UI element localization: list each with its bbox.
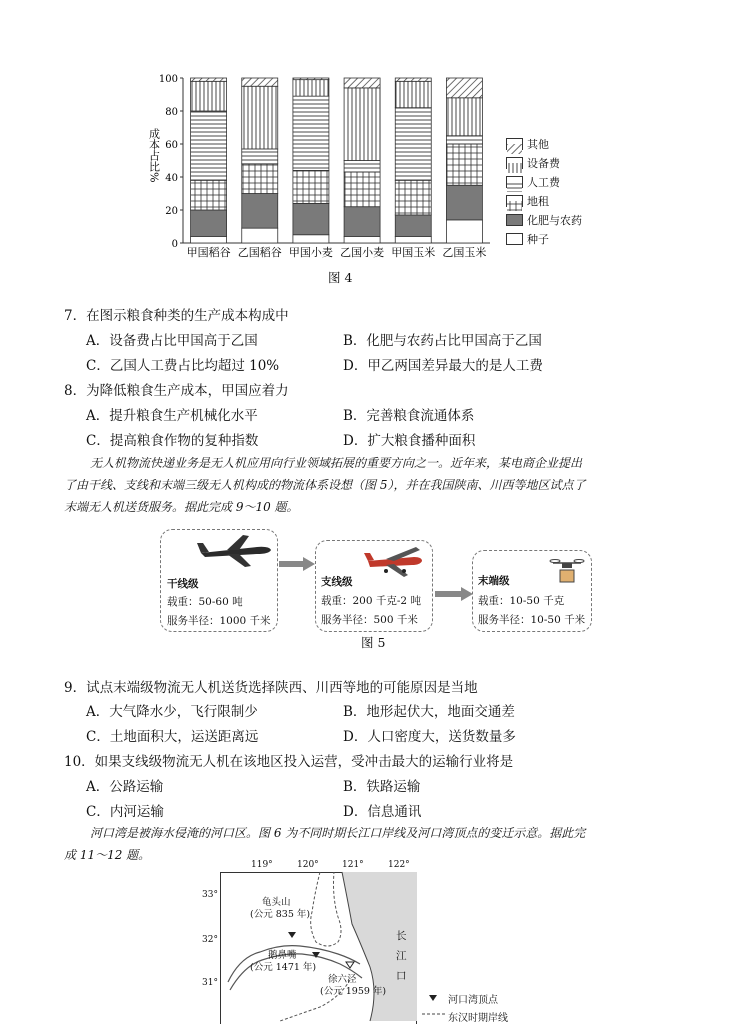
bar-segment-fertilizer (446, 185, 482, 220)
place-year-ebizui: (公元 1471 年) (250, 959, 316, 973)
lat-label-33: 33° (202, 890, 218, 900)
bar-segment-equipment (446, 98, 482, 136)
q8-option-c[interactable]: C．提高粮食作物的复种指数 (86, 429, 258, 449)
y-tick-label: 80 (165, 107, 178, 118)
passage-2-line-1: 河口湾是被海水侵淹的河口区。图 6 为不同时期长江口岸线及河口湾顶点的变迁示意。据此完 (64, 822, 684, 844)
branch-level-title: 支线级 (321, 574, 353, 589)
x-category-label: 乙国玉米 (442, 245, 486, 259)
bar-segment-land (344, 172, 380, 207)
bar-segment-fertilizer (242, 194, 278, 229)
estuary-label-char-1: 长 (396, 926, 407, 946)
legend-swatch-land (506, 195, 523, 207)
lat-label-32: 32° (202, 935, 218, 945)
legend-apex-label: 河口湾顶点 (448, 991, 498, 1006)
legend-label-fertilizer: 化肥与农药 (527, 212, 582, 228)
bar-segment-equipment (293, 80, 329, 97)
place-year-xuliujing: (公元 1959 年) (320, 983, 386, 997)
y-tick-label: 40 (165, 173, 178, 184)
legend-label-equipment: 设备费 (527, 155, 560, 171)
airliner-icon (197, 533, 273, 569)
trunk-level-load: 载重：50-60 吨 (167, 594, 243, 609)
y-tick-label: 0 (172, 239, 178, 250)
bar-segment-labor (191, 111, 227, 180)
chart-legend (506, 136, 596, 251)
bar-segment-labor (395, 108, 431, 181)
q10-option-c[interactable]: C．内河运输 (86, 800, 164, 820)
bar-segment-fertilizer (395, 215, 431, 236)
x-category-label: 乙国稻谷 (238, 246, 282, 259)
figure-4-caption: 图 4 (328, 268, 352, 286)
legend-label-land: 地租 (527, 193, 549, 209)
q8-option-d[interactable]: D．扩大粮食播种面积 (343, 429, 475, 449)
legend-apex-icon (428, 994, 438, 1002)
y-tick-label: 20 (165, 206, 178, 217)
branch-level-radius: 服务半径：500 千米 (321, 612, 418, 627)
q9-option-d[interactable]: D．人口密度大，送货数量多 (343, 725, 516, 745)
estuary-label-char-3: 口 (396, 966, 407, 986)
drone-icon (549, 557, 585, 585)
legend-label-other: 其他 (527, 136, 549, 152)
bar-segment-fertilizer (293, 203, 329, 234)
estuary-label (396, 926, 407, 986)
q9-option-b[interactable]: B．地形起伏大，地面交通差 (343, 700, 515, 720)
bar-segment-seed (191, 236, 227, 243)
q9-option-a[interactable]: A．大气降水少，飞行限制少 (86, 700, 258, 720)
bar-segment-equipment (242, 86, 278, 149)
q7-option-a[interactable]: A．设备费占比甲国高于乙国 (86, 329, 258, 349)
question-7-stem: 7．在图示粮食种类的生产成本构成中 (64, 304, 289, 324)
trunk-level-box (160, 529, 278, 632)
place-name-ebizui: 鹅鼻嘴 (268, 947, 297, 961)
lon-label-120: 120° (297, 860, 319, 870)
x-category-label: 甲国玉米 (391, 245, 435, 259)
bar-segment-labor (242, 149, 278, 164)
place-name-xuliujing: 徐六泾 (328, 971, 357, 985)
bar-segment-land (242, 164, 278, 194)
bar-segment-seed (242, 228, 278, 243)
legend-coastline-label: 东汉时期岸线 (448, 1009, 508, 1024)
passage-1-line-1: 无人机物流快递业务是无人机应用向行业领域拓展的重要方向之一。近年来，某电商企业提出 (64, 452, 684, 474)
legend-swatch-equipment (506, 157, 523, 169)
bar-segment-seed (344, 236, 380, 243)
passage-1 (64, 452, 684, 518)
terminal-level-radius: 服务半径：10-50 千米 (478, 612, 585, 627)
y-axis-label: 成本占比% (148, 127, 161, 183)
bar-segment-fertilizer (191, 210, 227, 236)
legend-label-seed: 种子 (527, 231, 549, 247)
q10-option-a[interactable]: A．公路运输 (86, 775, 163, 795)
estuary-label-char-2: 江 (396, 946, 407, 966)
terminal-level-title: 末端级 (478, 573, 510, 588)
arrow-trunk-to-branch-icon (279, 557, 315, 571)
y-tick-label: 100 (159, 74, 178, 85)
x-category-label: 甲国小麦 (289, 245, 333, 259)
q10-option-d[interactable]: D．信息通讯 (343, 800, 421, 820)
bar-segment-other (293, 78, 329, 80)
bar-segment-labor (344, 161, 380, 173)
bar-segment-seed (395, 236, 431, 243)
x-category-label: 甲国稻谷 (187, 246, 231, 259)
q7-option-b[interactable]: B．化肥与农药占比甲国高于乙国 (343, 329, 542, 349)
legend-coastline-icon (422, 1012, 446, 1016)
lon-label-119: 119° (251, 860, 273, 870)
question-9-stem: 9．试点末端级物流无人机送货选择陕西、川西等地的可能原因是当地 (64, 676, 478, 696)
branch-level-box (315, 540, 433, 632)
bar-segment-land (395, 180, 431, 215)
legend-swatch-other (506, 138, 523, 150)
bar-segment-labor (446, 136, 482, 144)
legend-swatch-seed (506, 233, 523, 245)
lon-label-121: 121° (342, 860, 364, 870)
bar-segment-seed (293, 235, 329, 243)
arrow-branch-to-terminal-icon (435, 587, 473, 601)
passage-1-line-3: 末端无人机送货服务。据此完成 9～10 题。 (64, 496, 684, 518)
cost-structure-chart (150, 66, 500, 266)
branch-level-load: 载重：200 千克-2 吨 (321, 593, 421, 608)
bar-segment-land (293, 170, 329, 203)
bar-segment-land (446, 144, 482, 185)
y-tick-label: 60 (165, 140, 178, 151)
place-year-guitoushan: (公元 835 年) (250, 906, 310, 920)
place-name-guitoushan: 龟头山 (262, 894, 291, 908)
question-10-stem: 10．如果支线级物流无人机在该地区投入运营，受冲击最大的运输行业将是 (64, 750, 513, 770)
small-plane-icon (364, 545, 424, 581)
q8-option-a[interactable]: A．提升粮食生产机械化水平 (86, 404, 258, 424)
bar-segment-equipment (395, 81, 431, 107)
bar-segment-land (191, 180, 227, 210)
q9-option-c[interactable]: C．土地面积大，运送距离远 (86, 725, 258, 745)
figure-5-caption: 图 5 (361, 633, 385, 651)
bar-segment-other (242, 78, 278, 86)
legend-label-labor: 人工费 (527, 174, 560, 190)
terminal-level-load: 载重：10-50 千克 (478, 593, 564, 608)
bar-segment-other (191, 78, 227, 81)
legend-swatch-labor (506, 176, 523, 188)
question-8-stem: 8．为降低粮食生产成本，甲国应着力 (64, 379, 289, 399)
passage-2-line-2: 成 11～12 题。 (64, 844, 684, 866)
bar-segment-other (446, 78, 482, 98)
q10-option-b[interactable]: B．铁路运输 (343, 775, 420, 795)
terminal-level-box (472, 550, 592, 632)
bar-segment-other (344, 78, 380, 88)
bar-segment-equipment (344, 88, 380, 161)
map-frame (220, 872, 418, 1021)
legend-swatch-fertilizer (506, 214, 523, 226)
bar-segment-equipment (191, 81, 227, 111)
q7-option-c[interactable]: C．乙国人工费占比均超过 10% (86, 354, 279, 374)
lon-label-122: 122° (388, 860, 410, 870)
trunk-level-radius: 服务半径：1000 千米 (167, 613, 271, 628)
q8-option-b[interactable]: B．完善粮食流通体系 (343, 404, 474, 424)
lat-label-31: 31° (202, 978, 218, 988)
bar-segment-labor (293, 96, 329, 170)
bar-segment-seed (446, 220, 482, 243)
q7-option-d[interactable]: D．甲乙两国差异最大的是人工费 (343, 354, 543, 374)
passage-1-line-2: 了由干线、支线和末端三级无人机构成的物流体系设想（图 5），并在我国陕南、川西等地区试点了 (64, 474, 684, 496)
x-category-label: 乙国小麦 (340, 245, 384, 259)
estuary-map (196, 860, 536, 1021)
trunk-level-title: 干线级 (167, 576, 199, 591)
bar-segment-other (395, 78, 431, 81)
bar-segment-fertilizer (344, 207, 380, 237)
